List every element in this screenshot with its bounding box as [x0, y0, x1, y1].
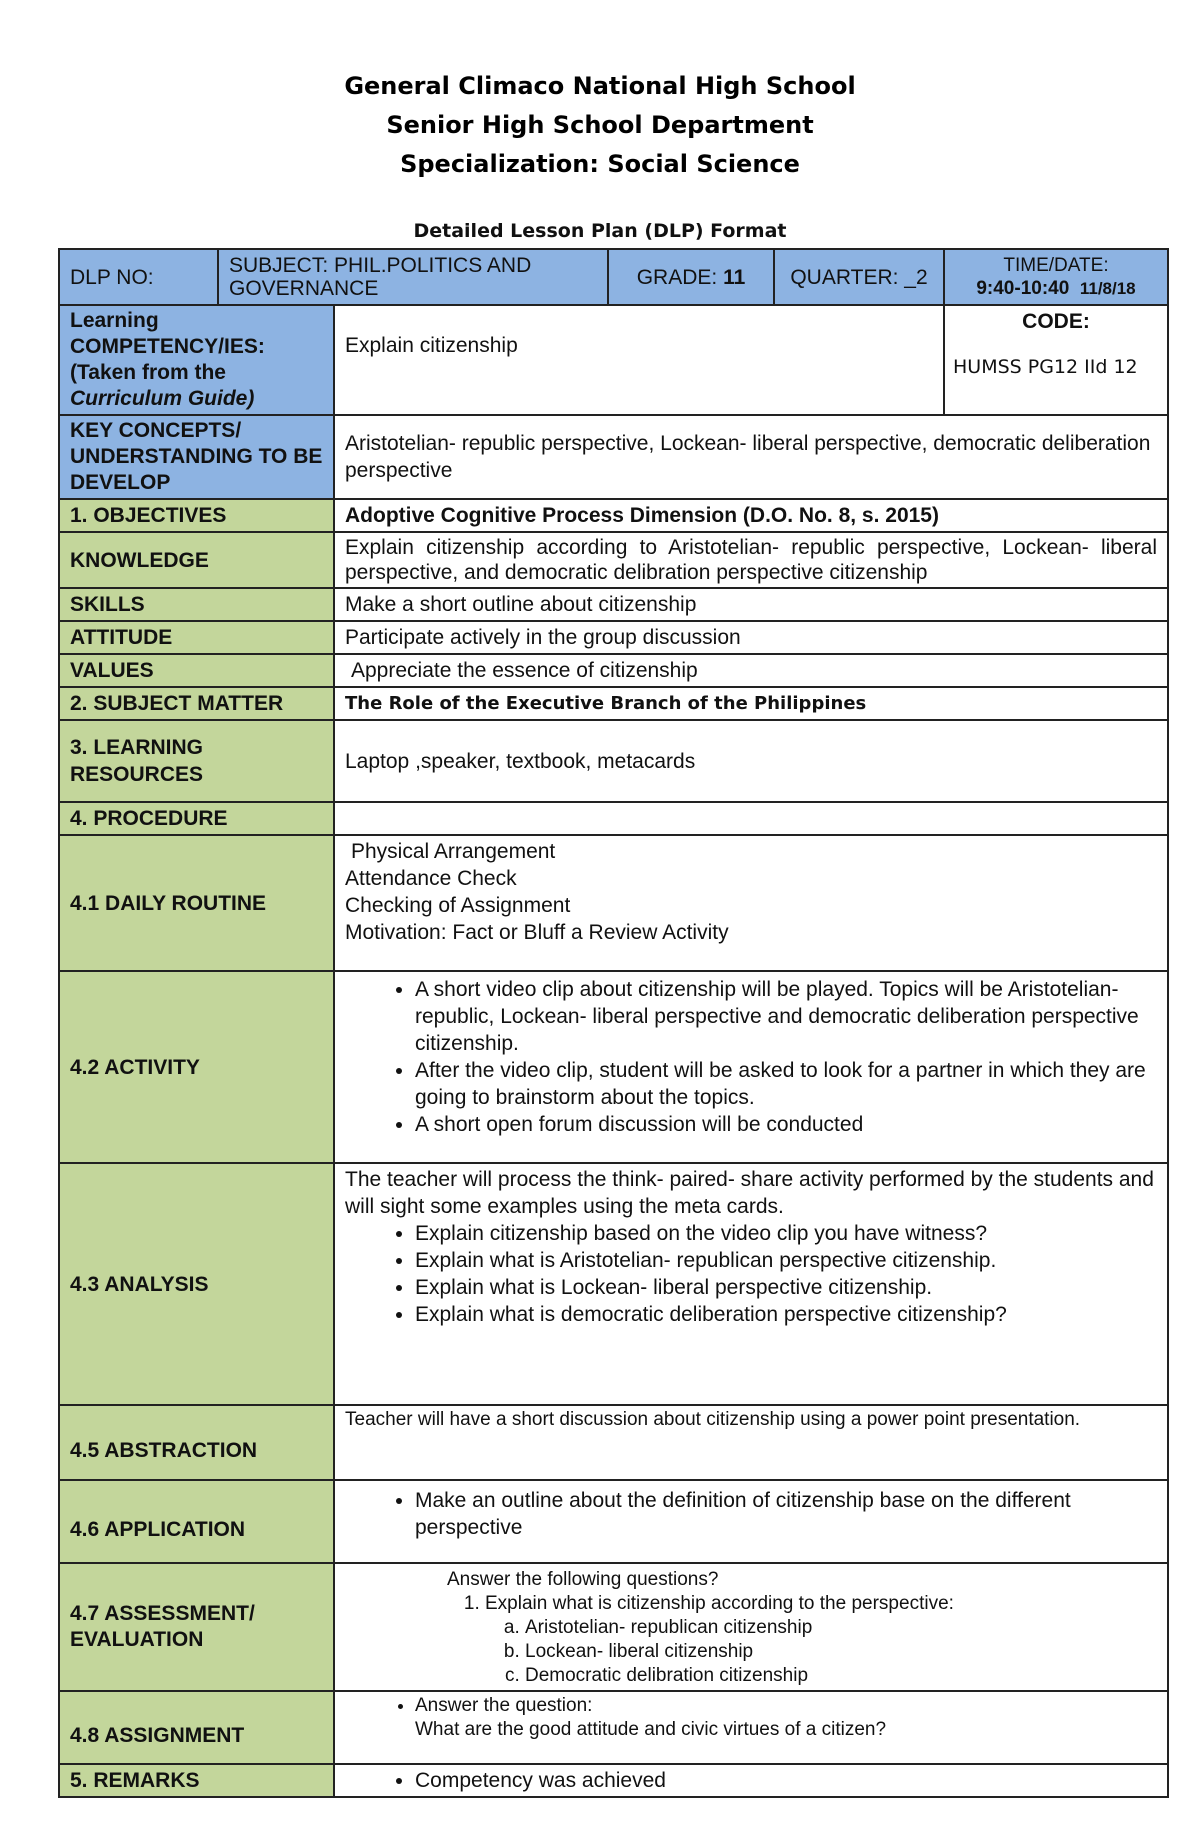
top-info-table [58, 248, 1169, 306]
key-concepts-label: KEY CONCEPTS/ UNDERSTANDING TO BE DEVELOP [59, 415, 334, 499]
list-item: • Explain what is democratic deliberation perspective citizenship? [415, 1301, 1157, 1328]
lesson-plan-table [58, 304, 1169, 1798]
assignment-list [345, 1694, 1157, 1742]
assessment-subitems [485, 1616, 1157, 1688]
remarks-list [345, 1767, 1157, 1794]
assessment-label: 4.7 ASSESSMENT/ EVALUATION [59, 1563, 334, 1691]
list-item: a. Aristotelian- republican citizenship [525, 1616, 1157, 1640]
key-concepts-row [59, 415, 1168, 499]
attitude-label: ATTITUDE [59, 621, 334, 654]
objectives-value: Adoptive Cognitive Process Dimension (D.O. No. 8, s. 2015) [334, 499, 1168, 532]
grade-value: 11 [723, 265, 746, 289]
assignment-question: What are the good attitude and civic virtues of a citizen? [415, 1719, 887, 1740]
time-date-label: TIME/DATE: [1003, 255, 1109, 276]
time-date-cell [944, 249, 1168, 305]
attitude-value: Participate actively in the group discussion [334, 621, 1168, 654]
quarter-cell [774, 249, 944, 305]
subject-matter-value: The Role of the Executive Branch of the Philippines [334, 687, 1168, 720]
daily-routine-label: 4.1 DAILY ROUTINE [59, 835, 334, 971]
grade-label: GRADE: [636, 265, 718, 289]
daily-routine-cell [334, 835, 1168, 971]
abstraction-value: Teacher will have a short discussion about citizenship using a power point presentation. [334, 1405, 1168, 1480]
assessment-cell [334, 1563, 1168, 1691]
competency-label: Learning COMPETENCY/IES: (Taken from the [70, 309, 265, 384]
daily-routine-line: Motivation: Fact or Bluff a Review Activity [345, 921, 729, 944]
assessment-intro: Answer the following questions? [447, 1569, 719, 1590]
procedure-value [334, 802, 1168, 835]
application-label: 4.6 APPLICATION [59, 1480, 334, 1563]
analysis-label: 4.3 ANALYSIS [59, 1163, 334, 1405]
subject-label: SUBJECT: PHIL.POLITICS AND GOVERNANCE [229, 254, 532, 300]
code-label: CODE: [1022, 310, 1090, 333]
subject-cell [218, 249, 608, 305]
assignment-cell [334, 1691, 1168, 1764]
assessment-question: 1. Explain what is citizenship according to the perspective: a. Aristotelian- republican citizenship b. Lockean- liberal citizenship c. Democratic delibration citizenship [485, 1592, 1157, 1688]
competency-value: Explain citizenship [334, 305, 944, 415]
dlp-no-label: DLP NO: [70, 265, 154, 289]
list-item: • A short video clip about citizenship will be played. Topics will be Aristotelian- republic, Lockean- liberal perspective and democratic deliberation perspective citizenship. [415, 976, 1157, 1057]
list-item: • Explain what is Aristotelian- republican perspective citizenship. [415, 1247, 1157, 1274]
code-value: HUMSS PG12 IId 12 [953, 356, 1138, 378]
list-item: b. Lockean- liberal citizenship [525, 1640, 1157, 1664]
document-title: Detailed Lesson Plan (DLP) Format [413, 220, 787, 242]
time-value: 9:40-10:40 [976, 278, 1070, 299]
application-cell [334, 1480, 1168, 1563]
list-item: c. Democratic delibration citizenship [525, 1664, 1157, 1688]
competency-label-cell [59, 305, 334, 415]
daily-routine-line: Checking of Assignment [345, 894, 571, 917]
quarter-label: QUARTER: _2 [790, 265, 928, 289]
learning-resources-value: Laptop ,speaker, textbook, metacards [334, 720, 1168, 802]
skills-label: SKILLS [59, 588, 334, 621]
list-item: • Make an outline about the definition of citizenship base on the different perspective [415, 1487, 1157, 1541]
daily-routine-line: Attendance Check [345, 867, 517, 890]
code-cell [944, 305, 1168, 415]
assignment-label: 4.8 ASSIGNMENT [59, 1691, 334, 1764]
analysis-intro: The teacher will process the think- paired- share activity performed by the students and will sight some examples using the meta cards. [345, 1168, 1154, 1218]
subject-matter-label: 2. SUBJECT MATTER [59, 687, 334, 720]
key-concepts-value: Aristotelian- republic perspective, Lockean- liberal perspective, democratic deliberation perspective [334, 415, 1168, 499]
dlp-no-cell [59, 249, 218, 305]
values-value: Appreciate the essence of citizenship [334, 654, 1168, 687]
values-label: VALUES [59, 654, 334, 687]
learning-resources-label: 3. LEARNING RESOURCES [59, 720, 334, 802]
analysis-list [345, 1220, 1157, 1328]
daily-routine-line: Physical Arrangement [351, 840, 556, 863]
date-value: 11/8/18 [1079, 279, 1136, 298]
application-list [345, 1487, 1157, 1541]
list-item: • Competency was achieved [415, 1767, 1157, 1794]
analysis-cell [334, 1163, 1168, 1405]
list-item: • A short open forum discussion will be conducted [415, 1111, 1157, 1138]
activity-label: 4.2 ACTIVITY [59, 971, 334, 1163]
department-name: Senior High School Department [386, 111, 814, 139]
procedure-label: 4. PROCEDURE [59, 802, 334, 835]
objectives-label: 1. OBJECTIVES [59, 499, 334, 532]
abstraction-label: 4.5 ABSTRACTION [59, 1405, 334, 1480]
activity-list [345, 976, 1157, 1138]
competency-row [59, 305, 1168, 415]
grade-cell [608, 249, 774, 305]
list-item: • Explain what is Lockean- liberal perspective citizenship. [415, 1274, 1157, 1301]
remarks-cell [334, 1764, 1168, 1797]
school-name: General Climaco National High School [344, 72, 856, 100]
activity-cell [334, 971, 1168, 1163]
list-item: • Answer the question: What are the good attitude and civic virtues of a citizen? [415, 1694, 1157, 1742]
remarks-label: 5. REMARKS [59, 1764, 334, 1797]
competency-label-guide: Curriculum Guide) [70, 387, 255, 410]
list-item: • Explain citizenship based on the video clip you have witness? [415, 1220, 1157, 1247]
specialization: Specialization: Social Science [400, 150, 800, 178]
knowledge-value: Explain citizenship according to Aristotelian- republic perspective, Lockean- liberal perspective, and democratic delibration perspective citizenship [334, 532, 1168, 588]
knowledge-label: KNOWLEDGE [59, 532, 334, 588]
list-item: • After the video clip, student will be asked to look for a partner in which they are going to brainstorm about the topics. [415, 1057, 1157, 1111]
skills-value: Make a short outline about citizenship [334, 588, 1168, 621]
assessment-questions [345, 1592, 1157, 1688]
